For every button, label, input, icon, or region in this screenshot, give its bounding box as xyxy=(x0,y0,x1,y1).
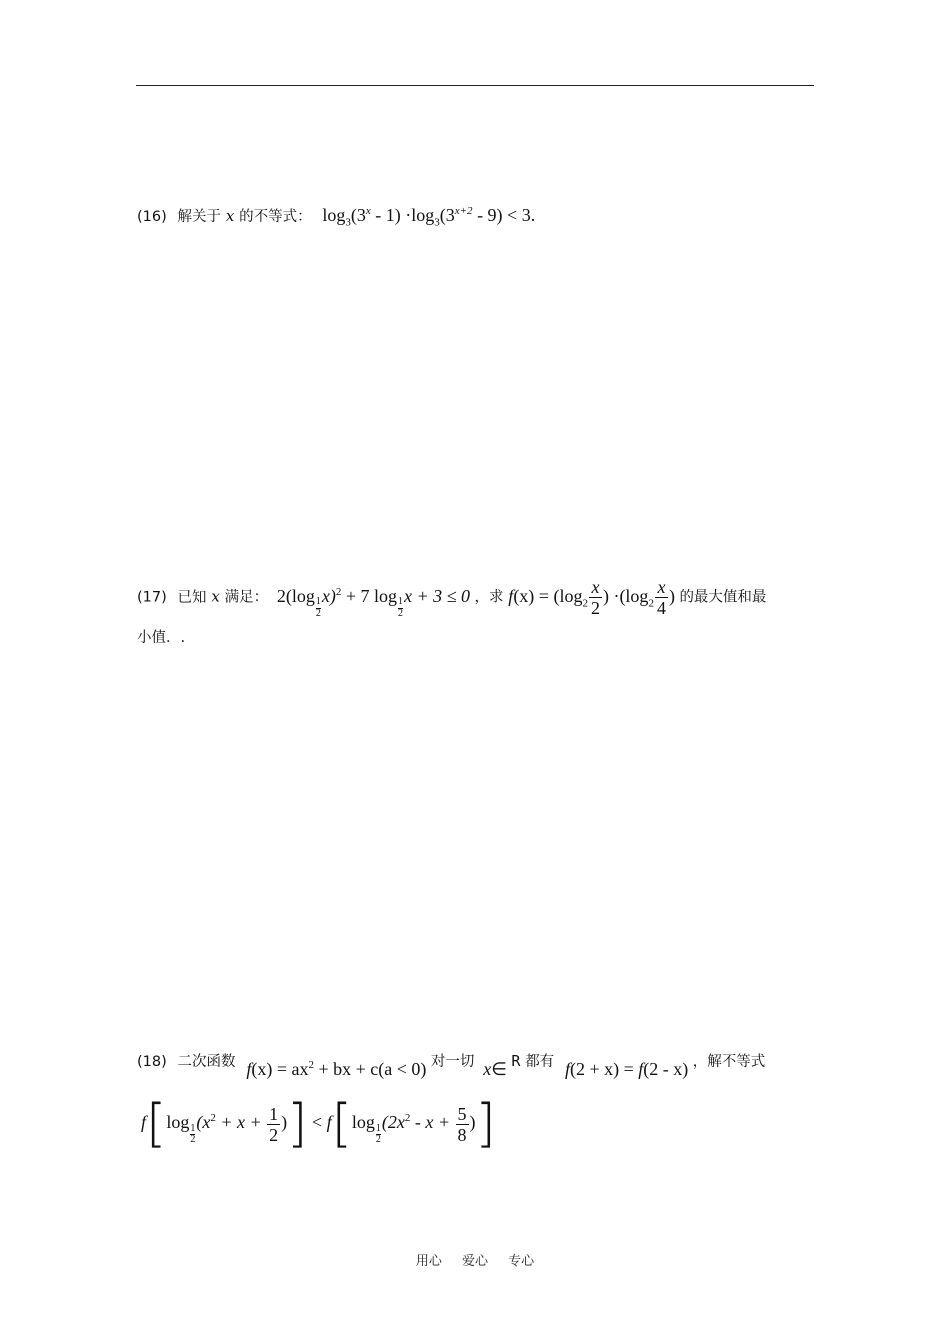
real-set-symbol: R xyxy=(511,1052,521,1070)
log-base-half: $\frac{1}{2}$ xyxy=(190,1122,196,1146)
question-18-inequality: f[log $\frac{1}{2}$ ($x^2 + x$ + $\frac{1}{2}$ )] < f[log $\frac{1}{2}$ ($2x^2$ - x + $\frac{5}{8}$ )] xyxy=(141,1094,496,1154)
question-number: (16) xyxy=(137,209,167,225)
header-rule xyxy=(136,85,814,86)
question-text: 对一切 xyxy=(430,1054,475,1070)
question-text: 的最大值和最 xyxy=(679,589,767,606)
variable: x xyxy=(225,207,235,225)
page-footer xyxy=(0,1250,950,1269)
question-17-line-2: 小值．. xyxy=(137,630,186,646)
fraction: $\frac{x}{2}$ xyxy=(590,577,600,618)
question-18 xyxy=(137,1050,766,1079)
left-bracket: [ xyxy=(331,1094,352,1154)
question-text: 二次函数 xyxy=(177,1054,236,1070)
question-text: 的不等式： xyxy=(239,209,312,225)
question-text: 都有 xyxy=(525,1054,555,1070)
question-number: (18) xyxy=(137,1054,167,1070)
fraction: $\frac{1}{2}$ xyxy=(269,1103,279,1145)
question-17 xyxy=(137,578,766,619)
condition: 2(log $\frac{1}{2}$ x)$^2$ + 7 log $\frac{1}{2}$ x + 3 ≤ 0 xyxy=(276,585,471,619)
question-text: ，解不等式 xyxy=(692,1054,766,1070)
footer-text: 专心 xyxy=(508,1254,535,1269)
question-text: 满足： xyxy=(224,589,269,606)
inequality: $\log_3(3^x - 1) \cdot\log_3(3^{x+2} - 9) < 3$. xyxy=(322,205,536,229)
variable: x xyxy=(211,587,220,606)
domain-expression: x∈ xyxy=(483,1059,507,1079)
quadratic-function: $f(x) = ax^2$ + bx + c(a < 0) xyxy=(246,1059,427,1079)
footer-text: 爱心 xyxy=(461,1254,488,1269)
fraction: $\frac{5}{8}$ xyxy=(457,1103,467,1145)
right-bracket: ] xyxy=(475,1094,496,1154)
question-text: 已知 xyxy=(177,589,207,606)
right-bracket: ] xyxy=(287,1094,308,1154)
question-text: ，求 xyxy=(474,589,504,606)
question-16 xyxy=(137,205,536,229)
footer-text: 用心 xyxy=(415,1254,442,1269)
function-expression: $f(x) = (\log_2$ $\frac{x}{2}$ ) $\cdot(\log_2$ $\frac{x}{4}$ ) xyxy=(508,577,675,618)
question-text: 解关于 xyxy=(177,209,222,225)
symmetry-expression: f(2 + x) = f(2 - x) xyxy=(564,1059,689,1079)
left-bracket: [ xyxy=(146,1094,167,1154)
log-base-half: $\frac{1}{2}$ xyxy=(398,596,403,619)
question-number: (17) xyxy=(137,589,167,606)
log-base-half: $\frac{1}{2}$ xyxy=(375,1122,381,1146)
log-base-half: $\frac{1}{2}$ xyxy=(315,596,321,619)
fraction: $\frac{x}{4}$ xyxy=(656,577,666,618)
